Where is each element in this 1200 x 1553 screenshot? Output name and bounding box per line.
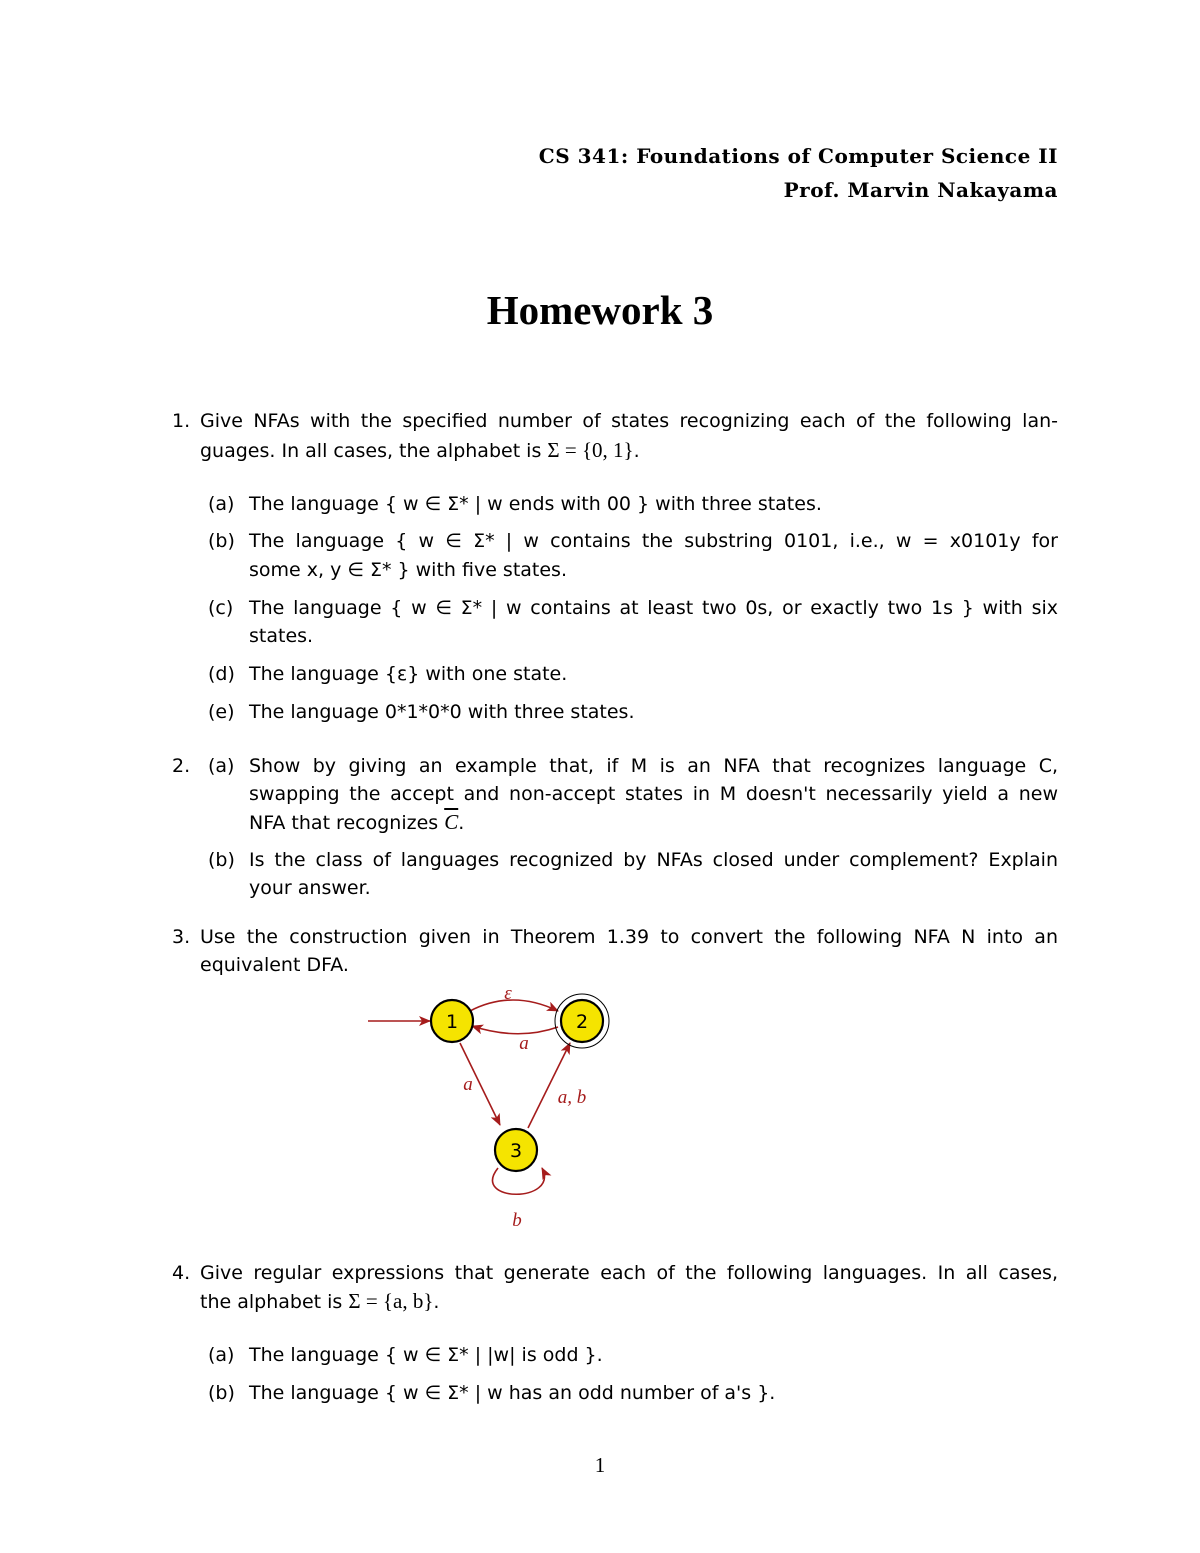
q1c-line1: The language { w ∈ Σ* | w contains at least two 0s, or exactly two 1s } with six	[249, 597, 1058, 619]
q1e-label: (e)	[208, 701, 235, 723]
q1d-label: (d)	[208, 663, 235, 685]
q1b-label: (b)	[208, 530, 235, 552]
q4b-label: (b)	[208, 1382, 235, 1404]
state-1-label: 1	[445, 1011, 459, 1033]
q1-line1: Give NFAs with the specified number of states recognizing each of the following lan-	[200, 410, 1058, 432]
label-3-3: b	[512, 1210, 522, 1231]
q1c-label: (c)	[208, 597, 234, 619]
course-title: CS 341: Foundations of Computer Science II	[538, 144, 1058, 168]
q2a-line2: swapping the accept and non-accept states in M doesn't necessarily yield a new	[249, 783, 1058, 805]
nfa-diagram	[360, 975, 630, 1240]
q2a-line1: Show by giving an example that, if M is an NFA that recognizes language C,	[249, 755, 1058, 777]
edge-2-1	[472, 1026, 558, 1034]
q1b-line1: The language { w ∈ Σ* | w contains the substring 0101, i.e., w = x0101y for	[249, 530, 1058, 552]
q2b-label: (b)	[208, 849, 235, 871]
label-2-1: a	[519, 1033, 529, 1054]
q1e-text: The language 0*1*0*0 with three states.	[249, 701, 635, 723]
q1-number: 1.	[172, 410, 191, 432]
q1d-text: The language {ε} with one state.	[249, 663, 568, 685]
q3-number: 3.	[172, 926, 191, 948]
q4-number: 4.	[172, 1262, 191, 1284]
q1b-line2: some x, y ∈ Σ* } with five states.	[249, 559, 567, 581]
q3-line1: Use the construction given in Theorem 1.39 to convert the following NFA N into an	[200, 926, 1058, 948]
q2a-line3: NFA that recognizes $\overline{C}$.	[249, 810, 465, 834]
state-1	[431, 1000, 473, 1042]
state-3-label: 3	[509, 1140, 523, 1162]
state-2-label: 2	[575, 1011, 589, 1033]
q2b-line2: your answer.	[249, 877, 371, 899]
label-3-2: a, b	[557, 1087, 587, 1108]
q4a-label: (a)	[208, 1344, 235, 1366]
edge-1-2	[470, 1000, 558, 1011]
q4-line1: Give regular expressions that generate each of the following languages. In all cases,	[200, 1262, 1058, 1284]
q2a-label: (a)	[208, 755, 235, 777]
q4a-text: The language { w ∈ Σ* | |w| is odd }.	[249, 1344, 603, 1366]
label-1-3: a	[463, 1074, 473, 1095]
state-2	[555, 994, 609, 1048]
q1a-text: The language { w ∈ Σ* | w ends with 00 } with three states.	[249, 493, 822, 515]
q2-number: 2.	[172, 755, 191, 777]
page-title: Homework 3	[486, 287, 714, 333]
page-number: 1	[594, 1453, 606, 1477]
state-3	[495, 1129, 537, 1171]
q1-line2: guages. In all cases, the alphabet is Σ = {0, 1}.	[200, 438, 640, 462]
q1a-label: (a)	[208, 493, 235, 515]
q4-line2: the alphabet is Σ = {a, b}.	[200, 1289, 440, 1313]
professor-name: Prof. Marvin Nakayama	[783, 178, 1058, 202]
q4b-text: The language { w ∈ Σ* | w has an odd number of a's }.	[249, 1382, 776, 1404]
q1c-line2: states.	[249, 625, 314, 647]
q2b-line1: Is the class of languages recognized by NFAs closed under complement? Explain	[249, 849, 1058, 871]
label-1-2: ε	[504, 983, 512, 1004]
q3-line2: equivalent DFA.	[200, 954, 349, 976]
edge-3-2	[528, 1043, 570, 1128]
